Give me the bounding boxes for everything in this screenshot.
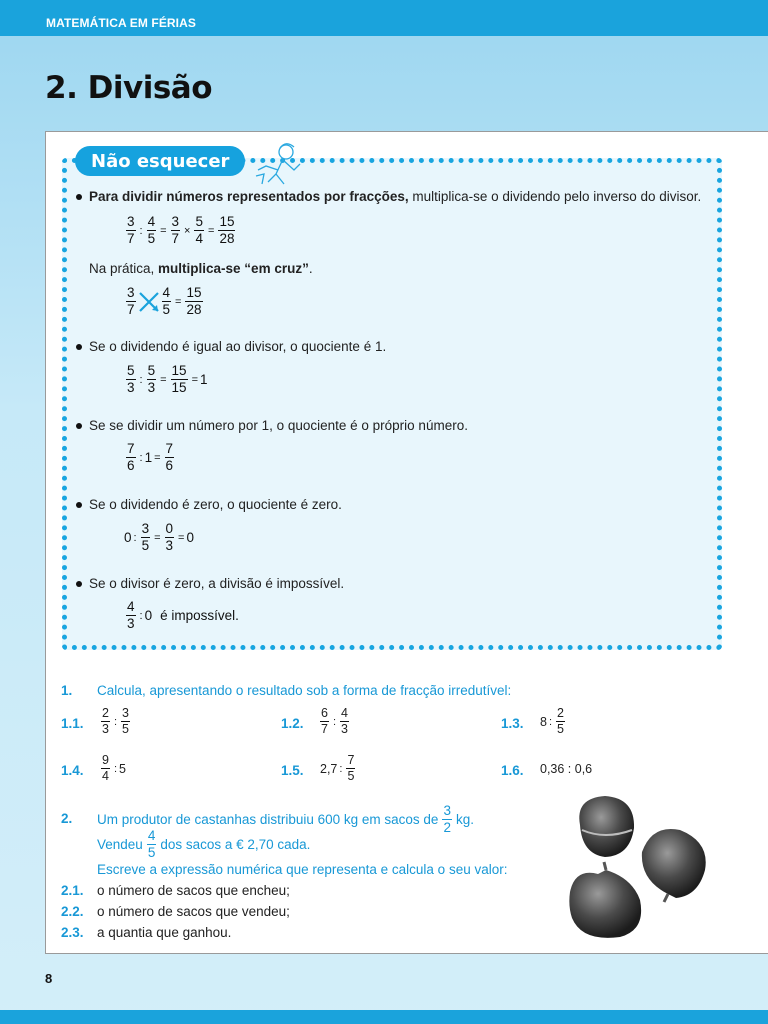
exercise-1-5-expression: 2,7 : $\frac{7}{5}$	[320, 753, 355, 784]
rule-equal-terms: Se o dividendo é igual ao divisor, o quociente é 1.	[89, 339, 387, 354]
chestnut-icon	[579, 796, 634, 857]
chestnuts-illustration	[560, 790, 720, 945]
exercise-1-1-label: 1.1.	[61, 716, 84, 731]
formula-equal-example: $\frac{5}{3}$ : $\frac{5}{3}$ = $\frac{15}{15}$ = 1	[127, 363, 208, 396]
formula-impossible-example: $\frac{4}{3}$ : 0 é impossível.	[127, 599, 239, 632]
reminder-tag: Não esquecer	[75, 146, 245, 176]
exercise-2-1-label: 2.1.	[61, 883, 84, 898]
exercise-1-2-label: 1.2.	[281, 716, 304, 731]
footer-bar	[0, 1010, 768, 1024]
exercise-1-number: 1.	[61, 683, 73, 698]
exercise-2-2-text: o número de sacos que vendeu;	[97, 904, 290, 919]
exercise-2-3-text: a quantia que ganhou.	[97, 925, 232, 940]
exercise-2-1-text: o número de sacos que encheu;	[97, 883, 290, 898]
formula-invert-example: $\frac{3}{7}$ : $\frac{4}{5}$ = $\frac{3}{7}$ × $\frac{5}{4}$ = $\frac{15}{28}$	[127, 214, 235, 247]
exercise-1-3-label: 1.3.	[501, 716, 524, 731]
exercise-1-1-expression: $\frac{2}{3}$ : $\frac{3}{5}$	[102, 706, 129, 737]
exercise-2-3-label: 2.3.	[61, 925, 84, 940]
rule-cross-multiply: Na prática, multiplica-se “em cruz”.	[89, 261, 313, 276]
exercise-2-number: 2.	[61, 811, 73, 826]
exercise-1-4-expression: $\frac{9}{4}$ : 5	[102, 753, 126, 784]
exercise-2-2-label: 2.2.	[61, 904, 84, 919]
rule-invert-divisor: Para dividir números representados por fracções, multiplica-se o dividendo pelo inverso do divisor.	[89, 189, 702, 204]
formula-zero-example: 0 : $\frac{3}{5}$ = $\frac{0}{3}$ = 0	[124, 521, 194, 554]
exercise-1-2-expression: $\frac{6}{7}$ : $\frac{4}{3}$	[321, 706, 348, 737]
formula-cross-example: $\frac{3}{7}$ $\frac{4}{5}$ = $\frac{15}{28}$	[127, 285, 202, 318]
cross-arrow-icon	[138, 289, 160, 315]
exercise-1-5-label: 1.5.	[281, 763, 304, 778]
chestnut-icon	[569, 862, 641, 938]
rule-divide-by-one: Se se dividir um número por 1, o quociente é o próprio número.	[89, 418, 468, 433]
chestnut-icon	[642, 829, 706, 902]
exercise-1-prompt: Calcula, apresentando o resultado sob a forma de fracção irredutível:	[97, 683, 512, 698]
rule-zero-dividend: Se o dividendo é zero, o quociente é zero.	[89, 497, 342, 512]
exercise-2-line-2: Vendeu $\frac{4}{5}$ dos sacos a € 2,70 cada.	[97, 828, 311, 861]
exercise-1-4-label: 1.4.	[61, 763, 84, 778]
exercise-1-6-label: 1.6.	[501, 763, 524, 778]
exercise-2-line-1: Um produtor de castanhas distribuiu 600 kg em sacos de $\frac{3}{2}$ kg.	[97, 803, 474, 836]
exercise-1-6-expression: 0,36 : 0,6	[540, 762, 593, 776]
page-number: 8	[45, 971, 53, 986]
page-title: 2. Divisão	[45, 70, 212, 106]
rule-zero-divisor: Se o divisor é zero, a divisão é impossível.	[89, 576, 345, 591]
series-header: MATEMÁTICA EM FÉRIAS	[0, 0, 768, 36]
mascot-icon	[250, 140, 308, 186]
formula-one-example: $\frac{7}{6}$ : 1 = $\frac{7}{6}$	[127, 441, 174, 474]
exercise-1-3-expression: 8 : $\frac{2}{5}$	[540, 706, 564, 737]
exercise-2-line-3: Escreve a expressão numérica que representa e calcula o seu valor:	[97, 862, 508, 877]
